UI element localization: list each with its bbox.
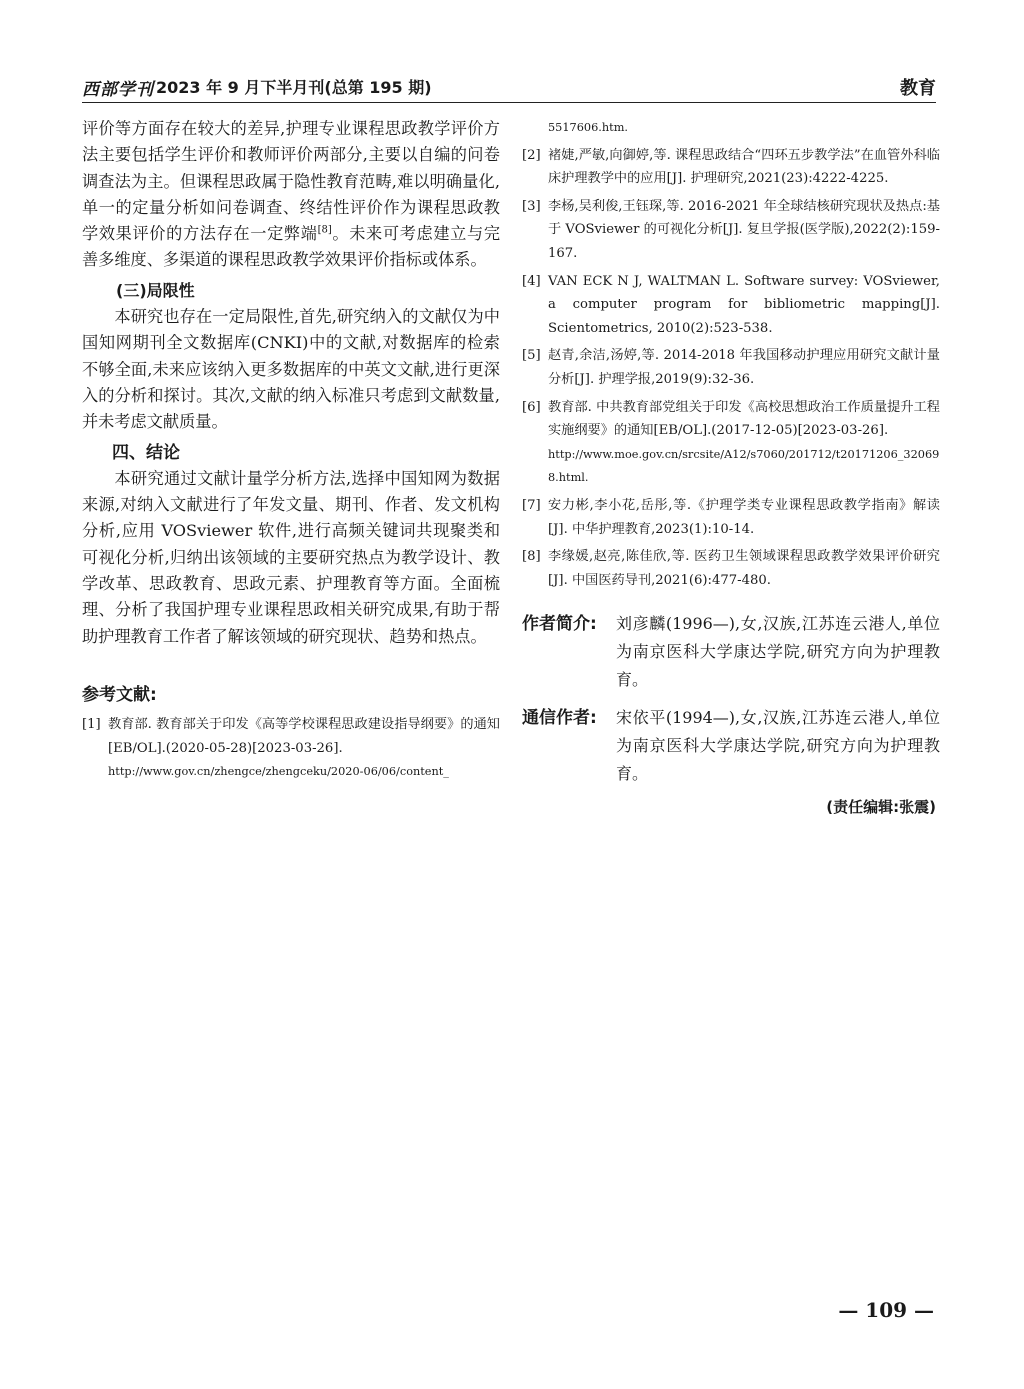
journal-logo: 西部学刊 [82, 80, 154, 100]
page-header [82, 72, 936, 103]
reference-item-2 [522, 144, 940, 191]
reference-number: [3] [522, 198, 541, 214]
corresponding-label: 通信作者: [522, 708, 597, 729]
heading-limitations: (三)局限性 [116, 280, 195, 300]
author-bio [522, 610, 940, 694]
reference-list [522, 144, 940, 593]
references-title: 参考文献: [82, 684, 157, 705]
reference-number: [4] [522, 273, 541, 289]
reference-text: 教育部. 中共教育部党组关于印发《高校思想政治工作质量提升工程实施纲要》的通知[EB/OL].(2017-12-05)[2023-03-26]. [548, 399, 940, 439]
right-column [522, 116, 940, 817]
reference-text: VAN ECK N J, WALTMAN L. Software survey: VOSviewer, a computer program for bibliometric mapping[J]. Scientometrics, 2010(2):523-538. [548, 273, 940, 336]
reference-item-7 [522, 494, 940, 541]
responsible-editor: (责任编辑:张震) [826, 798, 936, 817]
reference-number: [6] [522, 399, 541, 415]
reference-url-continued[interactable]: 5517606.htm. [548, 121, 629, 134]
issue-info: 2023 年 9 月下半月刊(总第 195 期) [156, 78, 432, 97]
reference-text: 安力彬,李小花,岳彤,等.《护理学类专业课程思政教学指南》解读[J]. 中华护理教育,2023(1):10-14. [548, 497, 940, 537]
author-text: 刘彦麟(1996—),女,汉族,江苏连云港人,单位为南京医科大学康达学院,研究方向为护理教育。 [616, 614, 940, 690]
reference-text: 李杨,吴利俊,王钰琛,等. 2016-2021 年全球结核研究现状及热点:基于 VOSviewer 的可视化分析[J]. 复旦学报(医学版),2022(2):159-167. [548, 198, 940, 261]
reference-number: [2] [522, 147, 541, 163]
citation-8[interactable]: [8] [317, 224, 332, 236]
section-name: 教育 [900, 78, 936, 99]
paragraph-conclusion: 本研究通过文献计量学分析方法,选择中国知网为数据来源,对纳入文献进行了年发文量、期刊、作者、发文机构分析,应用 VOSviewer 软件,进行高频关键词共现聚类和可视化分析,归纳出该领域的主要研究热点为教学设计、教学改革、思政教育、思政元素、护理教育等方面。全面梳理、分析了我国护理专业课程思政相关研究成果,有助于帮助护理教育工作者了解该领域的研究现状、趋势和热点。 [82, 468, 500, 646]
paragraph-limitations: 本研究也存在一定局限性,首先,研究纳入的文献仅为中国知网期刊全文数据库(CNKI)中的文献,对数据库的检索不够全面,未来应该纳入更多数据库的中英文文献,进行更深入的分析和探讨。其次,文献的纳入标准只考虑到文献数量,并未考虑文献质量。 [82, 307, 500, 432]
corresponding-text: 宋依平(1994—),女,汉族,江苏连云港人,单位为南京医科大学康达学院,研究方向为护理教育。 [616, 708, 940, 784]
left-column [82, 116, 500, 788]
reference-url[interactable]: http://www.gov.cn/zhengce/zhengceku/2020-06/06/content_ [108, 765, 449, 779]
reference-text: 赵青,余洁,汤婷,等. 2014-2018 年我国移动护理应用研究文献计量分析[J]. 护理学报,2019(9):32-36. [548, 348, 940, 387]
page-number: — 109 — [838, 1298, 934, 1322]
paragraph-text: 评价等方面存在较大的差异,护理专业课程思政教学评价方法主要包括学生评价和教师评价两部分,主要以自编的问卷调查法为主。但课程思政属于隐性教育范畴,难以明确量化,单一的定量分析如问卷调查、终结性评价作为课程思政教学效果评价的方法存在一定弊端 [82, 119, 500, 244]
reference-item-3 [522, 195, 940, 266]
reference-item-1 [82, 713, 500, 784]
reference-item-5 [522, 344, 940, 391]
author-label: 作者简介: [522, 614, 597, 635]
reference-item-4 [522, 270, 940, 341]
reference-number: [8] [522, 549, 541, 565]
corresponding-author [522, 704, 940, 788]
reference-item-6 [522, 396, 940, 490]
reference-item-8 [522, 545, 940, 592]
reference-number: [7] [522, 497, 541, 513]
reference-text: 李缘媛,赵亮,陈佳欣,等. 医药卫生领域课程思政教学效果评价研究[J]. 中国医药导刊,2021(6):477-480. [548, 549, 940, 588]
reference-url[interactable]: http://www.moe.gov.cn/srcsite/A12/s7060/201712/t20171206_320698.html. [548, 447, 940, 485]
reference-text: 教育部. 教育部关于印发《高等学校课程思政建设指导纲要》的通知[EB/OL].(2020-05-28)[2023-03-26]. [108, 716, 500, 756]
paragraph-evaluation [82, 116, 500, 274]
reference-number: [1] [82, 716, 101, 732]
reference-number: [5] [522, 348, 541, 364]
heading-conclusion: 四、结论 [112, 442, 180, 463]
paragraph-text-tail: 。未来可考虑建立与完善多维度、多渠道的课程思政教学效果评价指标或体系。 [82, 224, 501, 270]
reference-text: 褚婕,严敏,向御婷,等. 课程思政结合“四环五步教学法”在血管外科临床护理教学中的应用[J]. 护理研究,2021(23):4222-4225. [548, 147, 940, 187]
